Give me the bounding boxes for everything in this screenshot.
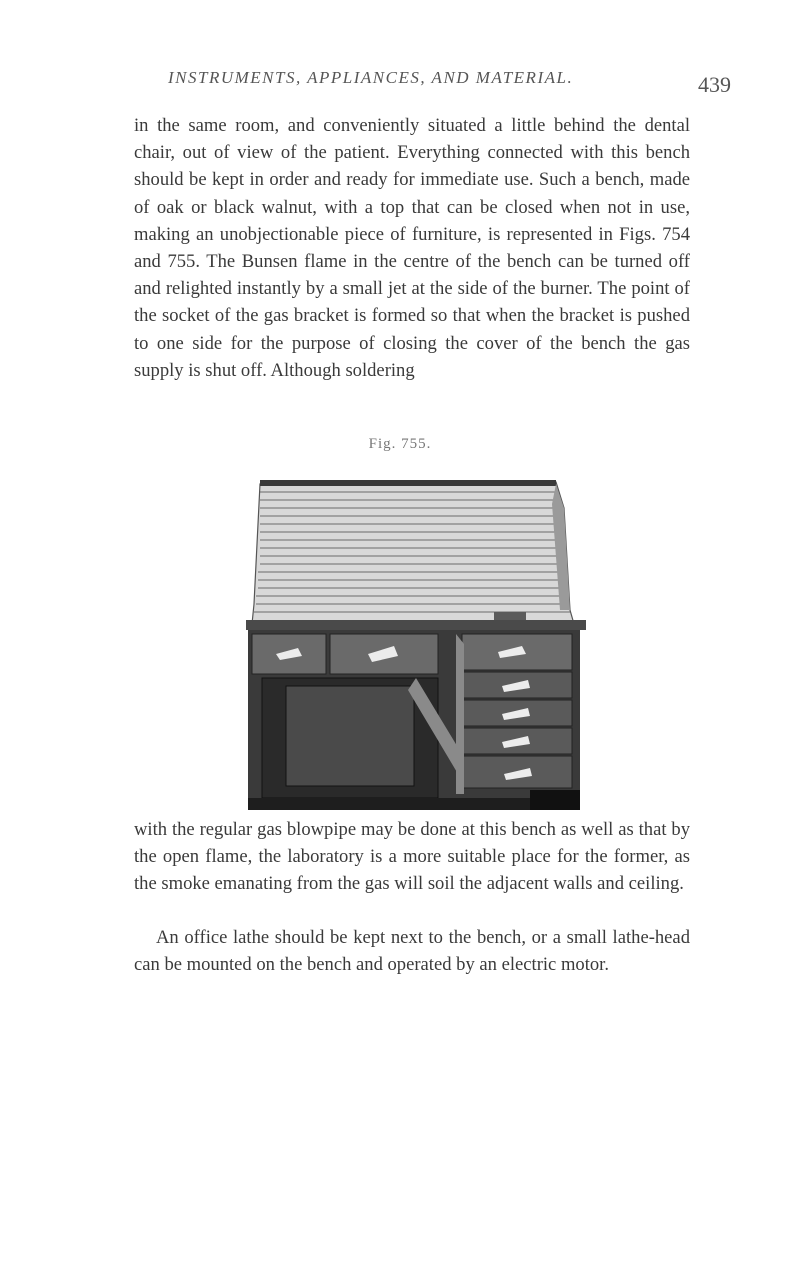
bench-illustration	[238, 474, 586, 810]
page-header	[0, 66, 800, 106]
figure-roll-top-bench	[238, 474, 586, 810]
paragraph: with the regular gas blowpipe may be done at this bench as well as that by the open flame, the laboratory is a more suitable place for the former, as the smoke emanating from the gas will soil the adjacent walls and ceiling.	[134, 819, 690, 895]
roll-top-hood	[252, 480, 574, 624]
paragraph: An office lathe should be kept next to the bench, or a small lathe-head can be mounted on the bench and operated by an electric motor.	[134, 927, 690, 976]
page-number: 439	[698, 72, 731, 97]
paragraph-continued: in the same room, and conveniently situated a little behind the dental chair, out of view of the patient. Everything connected with this bench should be kept in order and ready for immediate use. Such a bench, made of oak or black walnut, with a top that can be closed when not in use, making an unobjectionable piece of furniture, is represented in Figs. 754 and 755. The Bunsen flame in the centre of the bench can be turned off and relighted instantly by a small jet at the side of the burner. The point of the socket of the gas bracket is formed so that when the bracket is pushed to one side for the purpose of closing the cover of the bench the gas supply is shut off. Although soldering	[134, 115, 690, 381]
running-head: INSTRUMENTS, APPLIANCES, AND MATERIAL.	[168, 68, 574, 87]
figure-caption: Fig. 755.	[368, 436, 432, 452]
bench-body	[248, 630, 580, 810]
bench-top-edge	[246, 620, 586, 630]
